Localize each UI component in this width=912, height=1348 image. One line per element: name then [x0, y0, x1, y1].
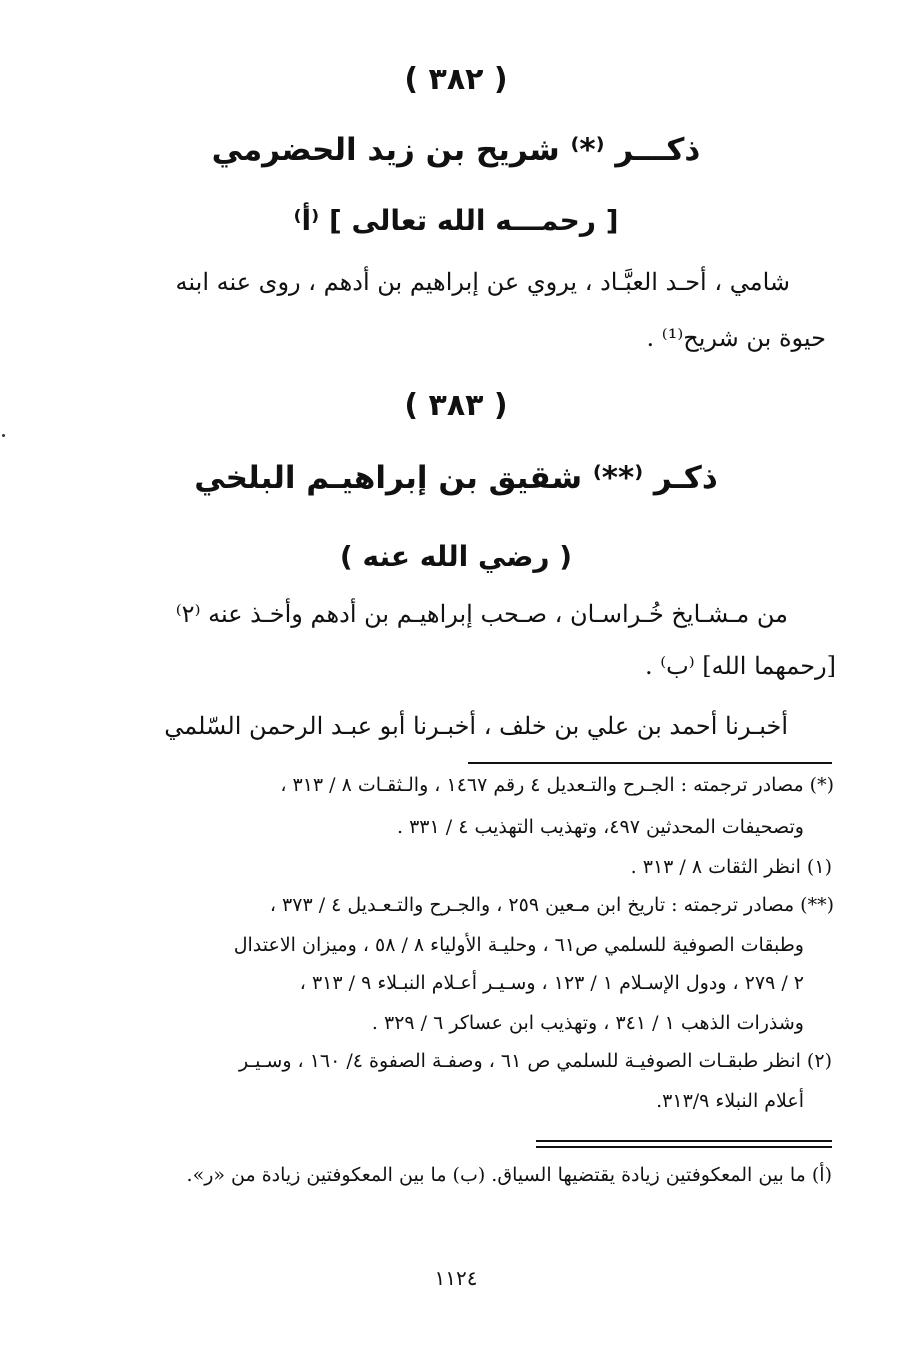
footnote-double-star-line-2: وطبقات الصوفية للسلمي ص٦١ ، وحليـة الأولياء ٨ / ٥٨ ، وميزان الاعتدال	[233, 934, 804, 956]
editor-notes: (أ) ما بين المعكوفتين زيادة يقتضيها السياق. (ب) ما بين المعكوفتين زيادة من «ر».	[186, 1164, 832, 1186]
footnote-2-line-1: (٢) انظر طبقـات الصوفيـة للسلمي ص ٦١ ، وصفـة الصفوة ٤/ ١٦٠ ، وسـيـر	[239, 1050, 832, 1072]
footnote-double-star-line-4: وشذرات الذهب ١ / ٣٤١ ، وتهذيب ابن عساكر ٦ / ٣٢٩ .	[371, 1012, 804, 1034]
entry-382-body-line-1: شامي ، أحـد العبَّـاد ، يروي عن إبراهيم بن أدهم ، روى عنه ابنه	[175, 268, 790, 296]
entry-383-body-line-3: أخبـرنا أحمد بن علي بن خلف ، أخبـرنا أبو عبـد الرحمن السّلمي	[164, 712, 788, 740]
footnote-separator	[468, 762, 832, 764]
footnote-1: (١) انظر الثقات ٨ / ٣١٣ .	[630, 856, 832, 878]
footnote-double-star-line-3: ٢ / ٢٧٩ ، ودول الإسـلام ١ / ١٢٣ ، وسـيـر أعـلام النبـلاء ٩ / ٣١٣ ،	[299, 972, 804, 994]
editor-notes-rule-top	[536, 1140, 832, 1142]
entry-number-383: ( ٣٨٣ )	[404, 388, 508, 423]
entry-382-body-line-2: حيوة بن شريح⁽¹⁾ .	[646, 324, 826, 352]
entry-title-383: ذكـر ⁽**⁾ شقيق بن إبراهيـم البلخي	[194, 460, 718, 496]
entry-subtitle-382: [ رحمـــه الله تعالى ] ⁽أ⁾	[293, 204, 619, 237]
footnote-2-line-2: أعلام النبلاء ٣١٣/٩.	[656, 1090, 804, 1112]
entry-title-382: ذكـــر ⁽*⁾ شريح بن زيد الحضرمي	[211, 132, 701, 168]
entry-subtitle-383: ( رضي الله عنه )	[339, 540, 573, 573]
scan-speck	[2, 434, 5, 437]
footnote-star-line-2: وتصحيفات المحدثين ٤٩٧، وتهذيب التهذيب ٤ / ٣٣١ .	[396, 816, 804, 838]
entry-383-body-line-2: [رحمهما الله] ⁽ب⁾ .	[645, 652, 836, 680]
entry-number-382: ( ٣٨٢ )	[404, 62, 508, 97]
page-number: ١١٢٤	[434, 1266, 478, 1290]
footnote-double-star-line-1: (**) مصادر ترجمته : تاريخ ابن مـعين ٢٥٩ ، والجـرح والتـعـديل ٤ / ٣٧٣ ،	[269, 894, 834, 916]
entry-383-body-line-1: من مـشـايخ خُـراسـان ، صـحب إبراهيـم بن أدهم وأخـذ عنه ⁽٢⁾	[175, 600, 788, 628]
editor-notes-rule-bottom	[536, 1146, 832, 1148]
footnote-star-line-1: (*) مصادر ترجمته : الجـرح والتـعديل ٤ رقم ١٤٦٧ ، والـثقـات ٨ / ٣١٣ ،	[280, 774, 834, 796]
